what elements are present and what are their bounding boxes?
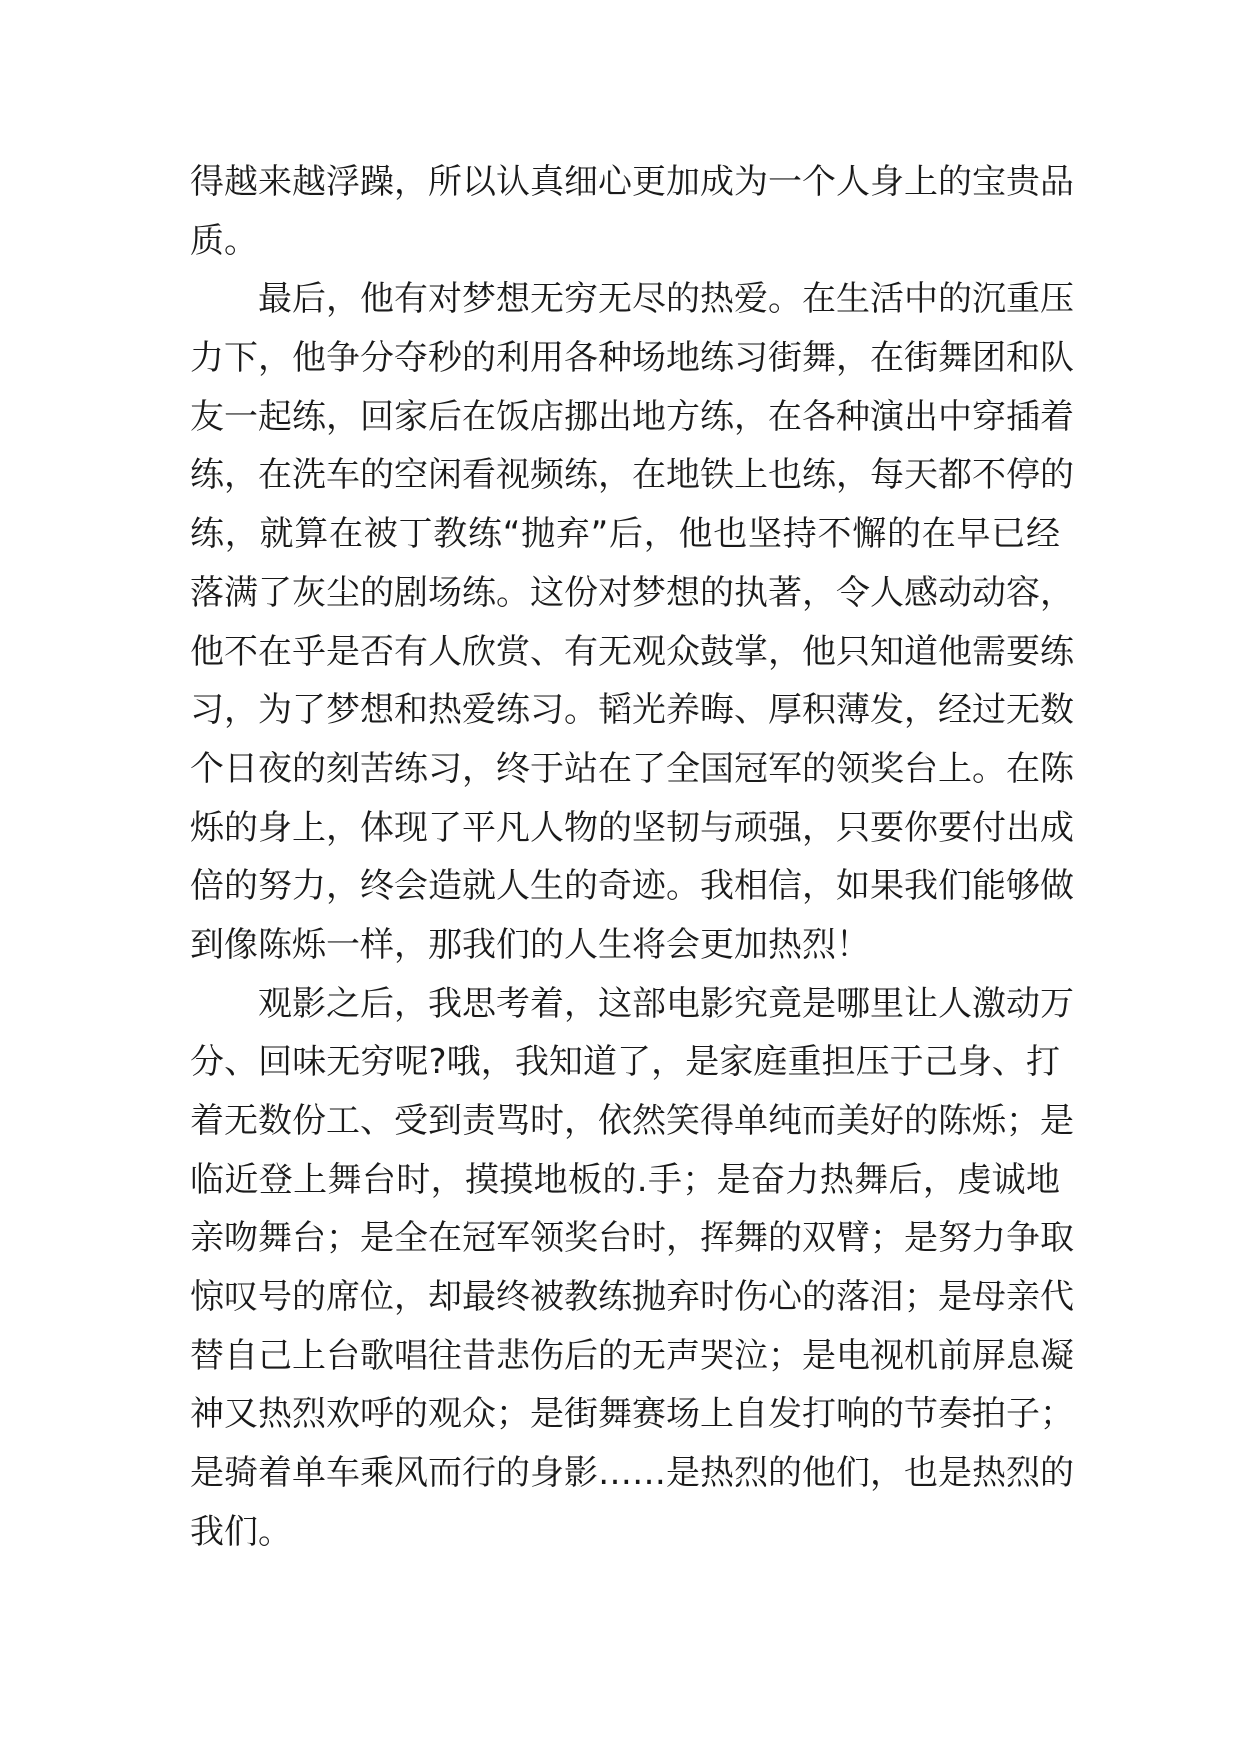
paragraph-first-line: 最后，他有对梦想无穷无尽的热爱。在生活中的沉重压: [258, 279, 1074, 320]
text-line: 亲吻舞台；是全在冠军领奖台时，挥舞的双臂；是努力争取: [190, 1218, 1074, 1259]
paragraph-first-line: 观影之后，我思考着，这部电影究竟是哪里让人激动万: [258, 983, 1074, 1024]
text-line: 练，就算在被丁教练“抛弃”后，他也坚持不懈的在早已经: [190, 514, 1060, 555]
text-line: 烁的身上，体现了平凡人物的坚韧与顽强，只要你要付出成: [190, 807, 1074, 848]
text-line: 习，为了梦想和热爱练习。韬光养晦、厚积薄发，经过无数: [190, 690, 1074, 731]
text-line: 倍的努力，终会造就人生的奇迹。我相信，如果我们能够做: [190, 866, 1074, 907]
body-text: [190, 153, 1074, 1562]
text-line: 替自己上台歌唱往昔悲伤后的无声哭泣；是电视机前屏息凝: [190, 1335, 1074, 1376]
text-line: 他不在乎是否有人欣赏、有无观众鼓掌，他只知道他需要练: [190, 631, 1074, 672]
text-line: 是骑着单车乘风而行的身影……是热烈的他们，也是热烈的: [190, 1453, 1074, 1494]
text-line: 练，在洗车的空闲看视频练，在地铁上也练，每天都不停的: [190, 455, 1074, 496]
text-line: 质。: [190, 220, 258, 261]
text-line: 我们。: [190, 1511, 292, 1552]
text-line: 临近登上舞台时，摸摸地板的.手；是奋力热舞后，虔诚地: [190, 1159, 1060, 1200]
text-line: 分、回味无穷呢?哦，我知道了，是家庭重担压于己身、打: [190, 1042, 1060, 1083]
text-line: 力下，他争分夺秒的利用各种场地练习街舞，在街舞团和队: [190, 338, 1074, 379]
text-line: 神又热烈欢呼的观众；是街舞赛场上自发打响的节奏拍子；: [190, 1394, 1074, 1435]
text-line: 个日夜的刻苦练习，终于站在了全国冠军的领奖台上。在陈: [190, 748, 1074, 789]
text-line: 友一起练，回家后在饭店挪出地方练，在各种演出中穿插着: [190, 396, 1074, 437]
text-line: 落满了灰尘的剧场练。这份对梦想的执著，令人感动动容，: [190, 572, 1074, 613]
text-line: 到像陈烁一样，那我们的人生将会更加热烈！: [190, 924, 870, 965]
text-line: 着无数份工、受到责骂时，依然笑得单纯而美好的陈烁；是: [190, 1101, 1074, 1141]
text-line: 惊叹号的席位，却最终被教练抛弃时伤心的落泪；是母亲代: [190, 1277, 1074, 1318]
text-line: 得越来越浮躁，所以认真细心更加成为一个人身上的宝贵品: [190, 162, 1074, 202]
